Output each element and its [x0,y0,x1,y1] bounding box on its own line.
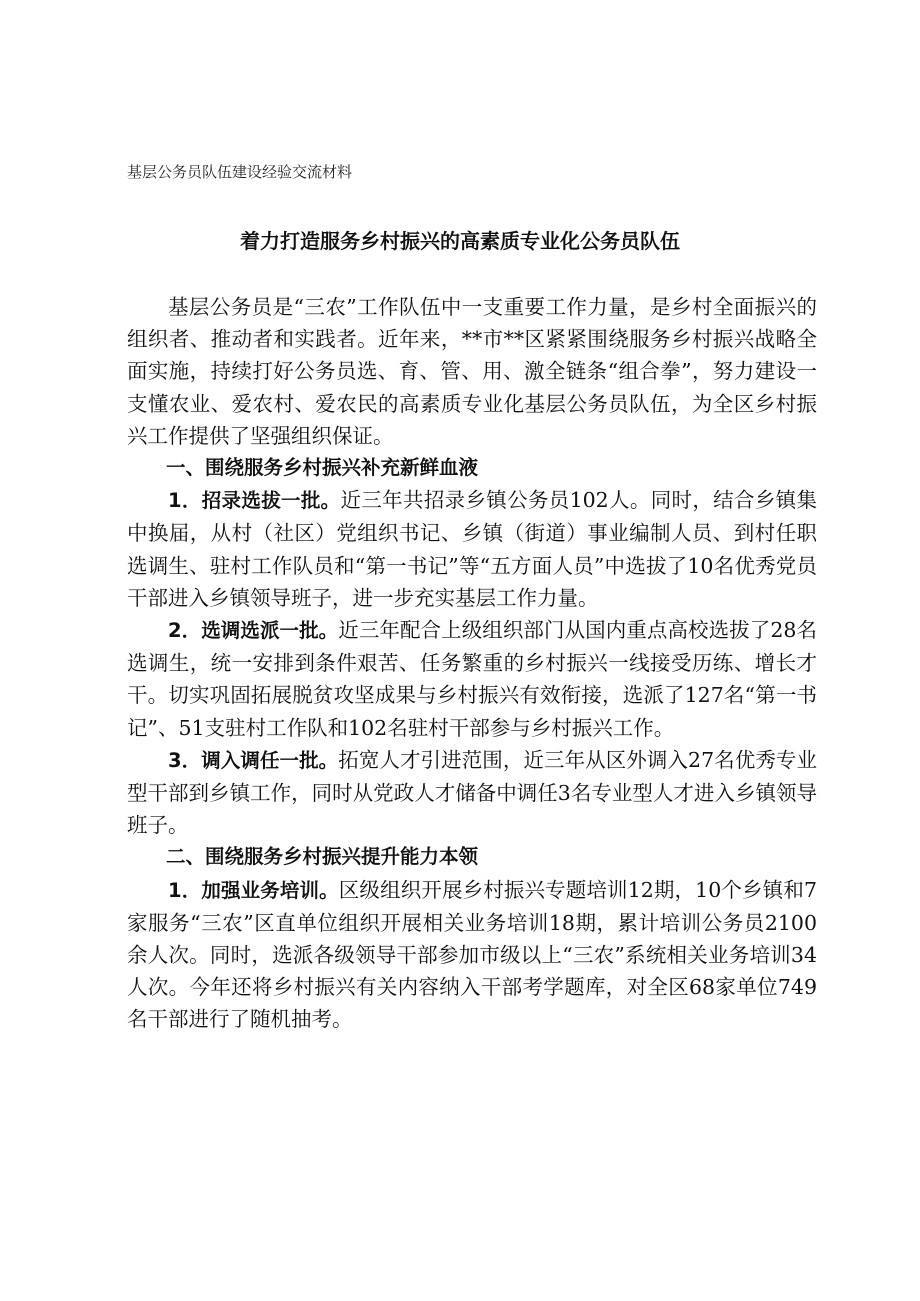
body-paragraph [127,744,817,842]
paragraph-lead: 1．加强业务培训。 [168,878,339,902]
document-body [127,291,817,1036]
paragraph-lead: 2．选调选派一批。 [168,619,339,643]
paragraph-lead: 3．调入调任一批。 [168,748,339,772]
body-paragraph [127,484,817,614]
paragraph-lead: 1．招录选拔一批。 [168,489,341,513]
paragraph-text: 近三年共招录乡镇公务员102人。同时，结合乡镇集中换届，从村（社区）党组织书记、乡镇（街道）事业编制人员、到村任职选调生、驻村工作队员和“第一书记”等“五方面人员”中选拔了10名优秀党员干部进入乡镇领导班子，进一步充实基层工作力量。 [127,488,817,610]
paragraph-text: 区级组织开展乡村振兴专题培训12期，10个乡镇和7家服务“三农”区直单位组织开展相关业务培训18期，累计培训公务员2100余人次。同时，选派各级领导干部参加市级以上“三农”系统相关业务培训34人次。今年还将乡村振兴有关内容纳入干部考学题库，对全区68家单位749名干部进行了随机抽考。 [127,877,817,1032]
section-heading: 二、围绕服务乡村振兴提升能力本领 [166,845,479,869]
document-header: 基层公务员队伍建设经验交流材料 [127,163,353,181]
section-heading: 一、围绕服务乡村振兴补充新鲜血液 [166,456,479,480]
intro-paragraph: 基层公务员是“三农”工作队伍中一支重要工作力量，是乡村全面振兴的组织者、推动者和实践者。近年来，**市**区紧紧围绕服务乡村振兴战略全面实施，持续打好公务员选、育、管、用、激全链条“组合拳”，努力建设一支懂农业、爱农村、爱农民的高素质专业化基层公务员队伍，为全区乡村振兴工作提供了坚强组织保证。 [127,295,817,448]
body-paragraph [127,874,817,1036]
paragraph-text: 拓宽人才引进范围，近三年从区外调入27名优秀专业型干部到乡镇工作，同时从党政人才储备中调任3名专业型人才进入乡镇领导班子。 [127,747,817,838]
body-paragraph [127,614,817,744]
paragraph-text: 近三年配合上级组织部门从国内重点高校选拔了28名选调生，统一安排到条件艰苦、任务繁重的乡村振兴一线接受历练、增长才干。切实巩固拓展脱贫攻坚成果与乡村振兴有效衔接，选派了127名“第一书记”、51支驻村工作队和102名驻村干部参与乡村振兴工作。 [127,618,817,740]
document-title: 着力打造服务乡村振兴的高素质专业化公务员队伍 [240,229,680,253]
